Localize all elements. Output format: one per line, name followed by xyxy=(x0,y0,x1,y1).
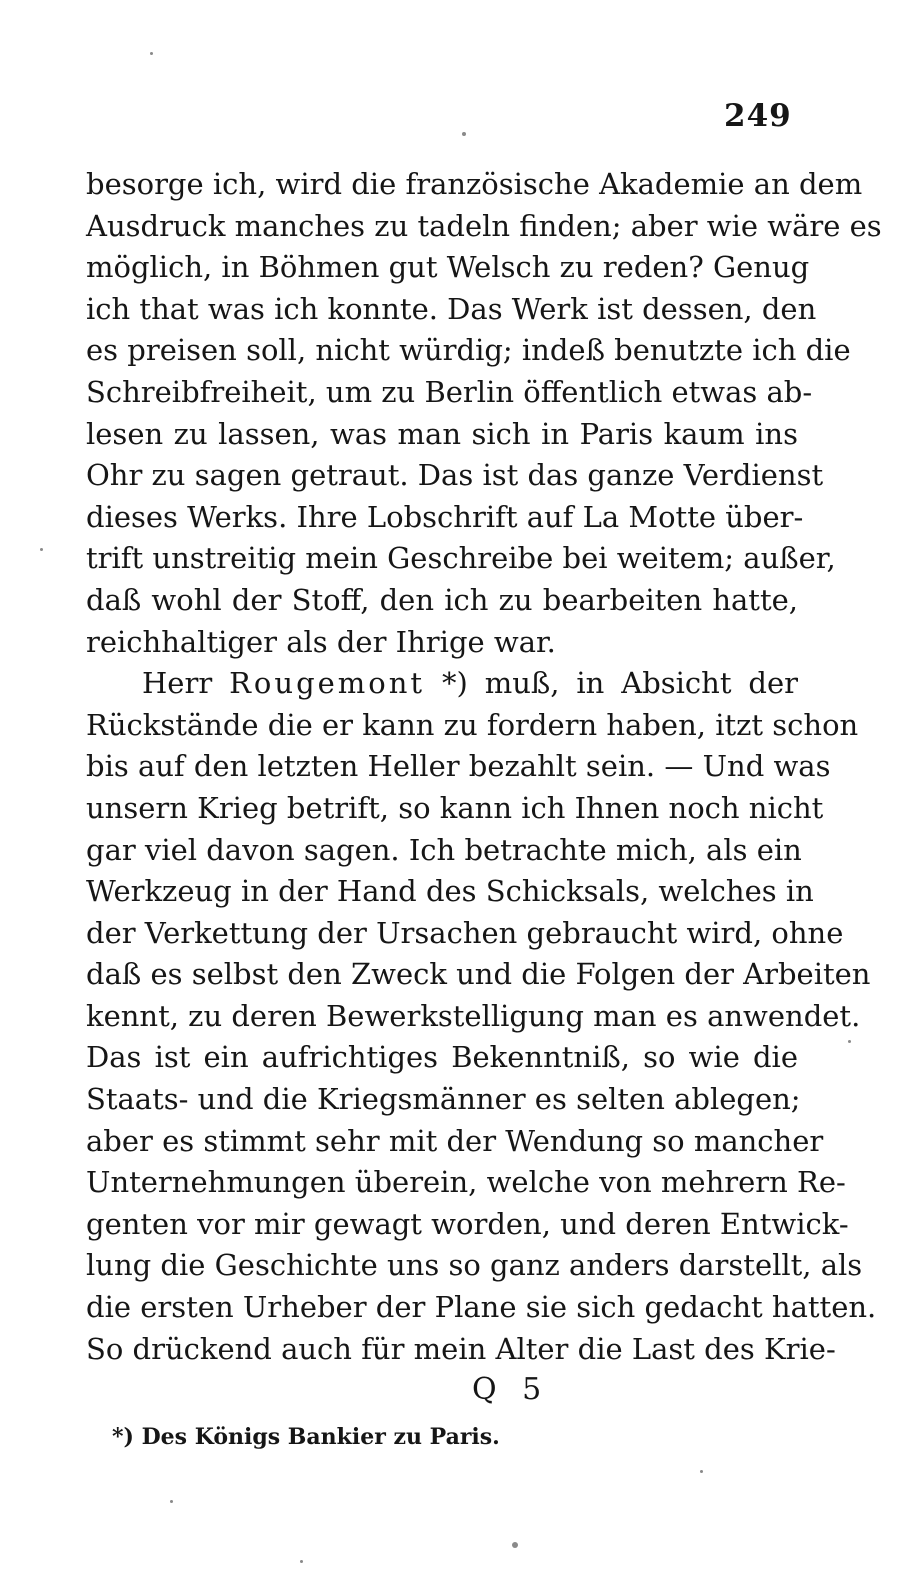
text-line: reichhaltiger als der Ihrige war. xyxy=(86,624,556,659)
paper-speck xyxy=(300,1560,303,1563)
text-line: kennt, zu deren Bewerkstelligung man es anwendet. xyxy=(86,998,861,1033)
text-line: daß es selbst den Zweck und die Folgen der Arbeiten xyxy=(86,957,871,992)
text-line: gar viel davon sagen. Ich betrachte mich, als ein xyxy=(86,832,802,867)
text-line: unsern Krieg betrift, so kann ich Ihnen noch nicht xyxy=(86,790,824,825)
paper-speck xyxy=(700,1470,703,1473)
footnote: *) Des Königs Bankier zu Paris. xyxy=(112,1424,500,1450)
paper-speck xyxy=(512,1542,518,1548)
text-segment: *) muß, in Absicht der xyxy=(425,666,798,701)
text-line: dieses Werks. Ihre Lobschrift auf La Motte über- xyxy=(86,499,804,534)
text-line: Ausdruck manches zu tadeln finden; aber wie wäre es xyxy=(86,208,882,243)
text-line: genten vor mir gewagt worden, und deren Entwick- xyxy=(86,1206,849,1241)
paper-speck xyxy=(462,132,466,136)
main-text xyxy=(86,164,882,1370)
text-line: Schreibfreiheit, um zu Berlin öffentlich etwas ab- xyxy=(86,374,813,409)
paragraph-2 xyxy=(86,663,877,1370)
text-line: die ersten Urheber der Plane sie sich gedacht hatten. xyxy=(86,1290,877,1325)
text-line: besorge ich, wird die französische Akademie an dem xyxy=(86,167,863,201)
page-number: 249 xyxy=(724,98,792,134)
text-line: es preisen soll, nicht würdig; indeß benutzte ich die xyxy=(86,333,851,368)
paper-speck xyxy=(40,548,43,551)
text-line: der Verkettung der Ursachen gebraucht wird, ohne xyxy=(86,915,844,950)
text-line: daß wohl der Stoff, den ich zu bearbeiten hatte, xyxy=(86,582,798,617)
text-line: ich that was ich konnte. Das Werk ist dessen, den xyxy=(86,291,817,326)
text-line: Das ist ein aufrichtiges Bekenntniß, so wie die xyxy=(86,1040,798,1075)
text-line: Werkzeug in der Hand des Schicksals, welches in xyxy=(86,874,814,909)
paper-speck xyxy=(170,1500,173,1503)
text-line: lung die Geschichte uns so ganz anders darstellt, als xyxy=(86,1248,863,1283)
text-line: aber es stimmt sehr mit der Wendung so mancher xyxy=(86,1123,824,1158)
text-line: bis auf den letzten Heller bezahlt sein. — Und was xyxy=(86,749,831,784)
paper-speck xyxy=(150,52,153,55)
paper-speck xyxy=(848,1040,851,1043)
text-line: Unternehmungen überein, welche von mehrern Re- xyxy=(86,1165,846,1200)
text-line-first xyxy=(86,663,798,705)
text-segment: Herr xyxy=(142,666,230,701)
text-line: trift unstreitig mein Geschreibe bei weitem; außer, xyxy=(86,541,836,576)
text-line: So drückend auch für mein Alter die Last des Krie- xyxy=(86,1331,836,1366)
text-line: Staats- und die Kriegsmänner es selten ablegen; xyxy=(86,1082,801,1117)
text-line: Rückstände die er kann zu fordern haben, itzt schon xyxy=(86,707,859,742)
text-line: lesen zu lassen, was man sich in Paris kaum ins xyxy=(86,416,798,451)
signature-mark: Q 5 xyxy=(472,1372,550,1407)
text-line: Ohr zu sagen getraut. Das ist das ganze Verdienst xyxy=(86,458,824,493)
paragraph-1 xyxy=(86,164,882,663)
text-line: möglich, in Böhmen gut Welsch zu reden? Genug xyxy=(86,250,810,285)
spaced-name: Rougemont xyxy=(229,666,426,701)
